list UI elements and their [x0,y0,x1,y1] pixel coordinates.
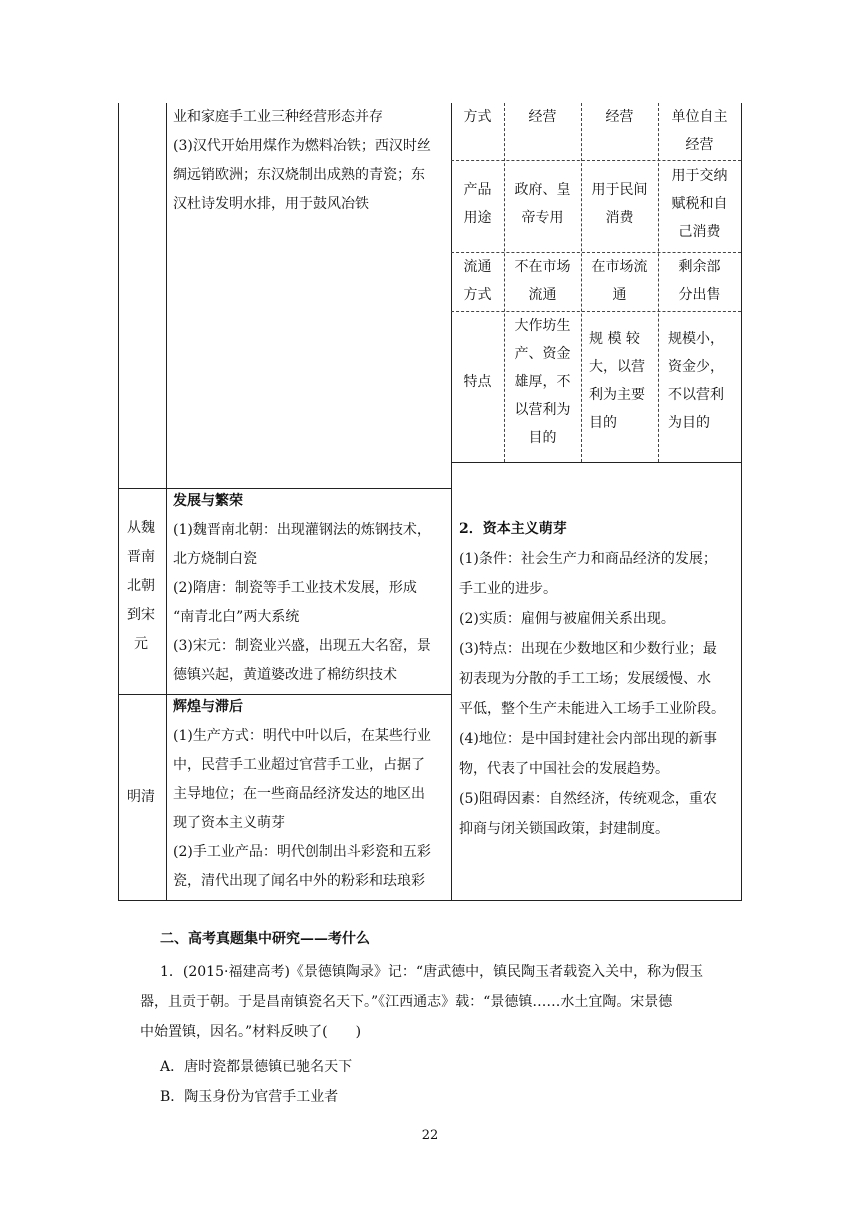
inner-label-features [451,368,504,396]
row1-content [173,103,445,219]
cell-line: 目的 [528,430,557,446]
text-line: 北方烧制白瓷 [173,551,257,567]
inner-cell [658,325,741,437]
text-line: (2)手工业产品：明代创制出斗彩瓷和五彩 [173,844,431,860]
question-line: 中始置镇，因名。”材料反映了( ) [140,1024,362,1040]
text-line: (3)特点：出现在少数地区和少数行业；最 [459,641,717,657]
cell-line: 产品 [463,182,492,198]
cell-line: 规模小， [668,331,724,347]
text-line: 绸远销欧洲；东汉烧制出成熟的青瓷；东 [173,167,425,183]
text-line: 手工业的进步。 [459,581,557,597]
cell-line: 通 [612,287,627,303]
text-line: 平低，整个生产未能进入工场手工业阶段。 [459,701,725,717]
cell-line: 用于交纳 [671,168,728,184]
text-line: (1)生产方式：明代中叶以后，在某些行业 [173,728,431,744]
table-border-era [166,103,167,901]
table-border-left [118,103,119,901]
cell-line: 赋税和自 [671,196,728,212]
inner-row-divider [451,160,741,161]
cell-line: 剩余部 [678,259,721,275]
row3-content [173,693,445,896]
cell-line: 方式 [463,287,492,303]
cell-line: 经营 [685,137,714,153]
text-line: (4)地位：是中国封建社会内部出现的新事 [459,731,717,747]
table-border-bottom [118,900,741,901]
cell-line: 雄厚，不 [514,374,571,390]
text-line: 主导地位；在一些商品经济发达的地区出 [173,786,425,802]
text-line: (1)条件：社会生产力和商品经济的发展； [459,551,717,567]
cell-line: 不以营利 [668,387,724,403]
cell-line: 己消费 [678,224,721,240]
text-line: (3)宋元：制瓷业兴盛，出现五大名窑，景 [173,638,431,654]
cell-line: 为目的 [668,415,710,431]
section-title: 二、高考真题集中研究——考什么 [160,931,370,947]
row2-heading: 发展与繁荣 [173,493,243,509]
inner-label-usage [451,176,504,232]
era-line: 明清 [127,789,155,805]
cell-line: 方式 [463,109,492,125]
text-line: (2)实质：雇佣与被雇佣关系出现。 [459,611,675,627]
cell-line: 用途 [463,210,492,226]
text-line: 抑商与闭关锁国政策，封建制度。 [459,821,669,837]
row3-heading: 辉煌与滞后 [173,699,243,715]
inner-cell [658,253,741,309]
inner-cell [504,103,581,131]
question-line: 器，且贡于朝。于是昌南镇瓷名天下。”《江西通志》载：“景德镇……水土宜陶。宋景德 [140,994,673,1010]
text-line: 初表现为分散的手工工场；发展缓慢、水 [459,671,711,687]
text-line: (3)汉代开始用煤作为燃料冶铁；西汉时丝 [173,138,431,154]
cell-line: 大，以营 [589,359,645,375]
cell-line: 利为主要 [589,387,645,403]
era-line: 到宋 [127,607,155,623]
cell-line: 政府、皇 [514,182,571,198]
cell-line: 在市场流 [591,259,648,275]
inner-cell [658,162,741,246]
inner-label-mode [451,103,504,131]
era-wei-jin-song-yuan [121,514,161,659]
cell-line: 大作坊生 [514,318,571,334]
cell-line: 产、资金 [514,346,571,362]
capitalism-sprouts-block [459,514,737,844]
cell-line: 不在市场 [514,259,571,275]
inner-cell [581,325,658,437]
text-line: 汉杜诗发明水排，用于鼓风冶铁 [173,196,369,212]
inner-cell [504,176,581,232]
cell-line: 用于民间 [591,182,648,198]
cell-line: 流通 [528,287,557,303]
question-line: 1．(2015·福建高考)《景德镇陶录》记：“唐武德中，镇民陶玉者载瓷入关中，称为假玉 [160,964,704,980]
cell-line: 单位自主 [671,109,728,125]
cell-line: 以营利为 [514,402,571,418]
inner-cell [504,253,581,309]
inner-table-bottom [451,462,741,463]
cell-line: 资金少， [668,359,724,375]
cell-line: 规 模 较 [589,331,640,347]
text-line: 业和家庭手工业三种经营形态并存 [173,109,383,125]
text-line: 中，民营手工业超过官营手工业，占据了 [173,757,425,773]
text-line: (5)阻碍因素：自然经济，传统观念，重农 [459,791,717,807]
cell-line: 分出售 [678,287,721,303]
era-line: 从魏 [127,520,155,536]
cell-line: 帝专用 [521,210,564,226]
inner-cell [504,312,581,452]
option-b[interactable]: B．陶玉身份为官营手工业者 [160,1089,339,1105]
inner-row-divider [451,311,741,312]
capitalism-heading: 2．资本主义萌芽 [459,521,567,537]
inner-cell [581,253,658,309]
cell-line: 流通 [463,259,492,275]
question-1 [140,957,740,1047]
era-line: 晋南 [127,549,155,565]
inner-cell [581,176,658,232]
option-a[interactable]: A．唐时瓷都景德镇已驰名天下 [160,1059,353,1075]
cell-line: 经营 [528,109,557,125]
cell-line: 经营 [605,109,634,125]
row2-content [173,487,445,690]
inner-cell [658,103,741,159]
table-border-right [741,103,742,901]
era-line: 北朝 [127,578,155,594]
text-line: 物，代表了中国社会的发展趋势。 [459,761,669,777]
text-line: 瓷，清代出现了闻名中外的粉彩和珐琅彩 [173,873,425,889]
text-line: 德镇兴起，黄道婆改进了棉纺织技术 [173,667,397,683]
era-line: 元 [134,636,148,652]
inner-label-circulation [451,253,504,309]
inner-cell [581,103,658,131]
text-line: 现了资本主义萌芽 [173,815,285,831]
cell-line: 消费 [605,210,634,226]
text-line: (1)魏晋南北朝：出现灌钢法的炼钢技术， [173,522,431,538]
era-ming-qing [121,783,161,812]
cell-line: 目的 [589,415,617,431]
text-line: (2)隋唐：制瓷等手工业技术发展，形成 [173,580,417,596]
page-number: 22 [421,1128,439,1143]
text-line: “南青北白”两大系统 [173,609,300,625]
cell-line: 特点 [463,374,492,390]
